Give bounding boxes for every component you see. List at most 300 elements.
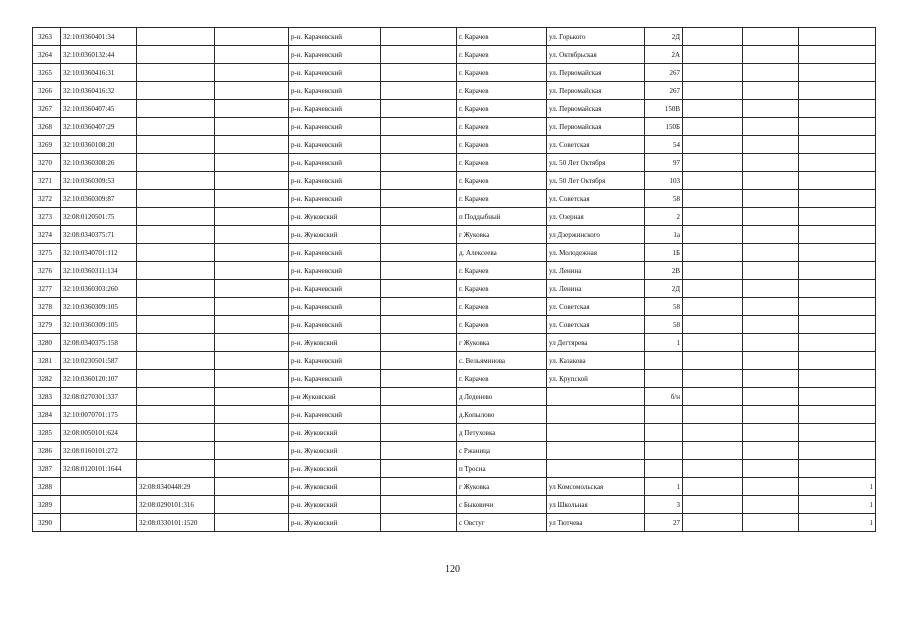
cadastral-number-alt: 32:08:0290101:316 <box>137 496 215 514</box>
street: ул Школьная <box>547 496 645 514</box>
table-row <box>33 280 876 298</box>
empty-cell-2 <box>381 28 457 46</box>
locality: п Тросна <box>457 460 547 478</box>
count <box>799 190 876 208</box>
count <box>799 262 876 280</box>
empty-cell <box>215 388 289 406</box>
empty-cell-2 <box>381 82 457 100</box>
locality: г. Карачев <box>457 28 547 46</box>
count: 1 <box>799 478 876 496</box>
empty-cell-4 <box>743 478 799 496</box>
empty-cell-2 <box>381 370 457 388</box>
table-row <box>33 46 876 64</box>
empty-cell-4 <box>743 316 799 334</box>
empty-cell-4 <box>743 28 799 46</box>
street: ул. Октябрьская <box>547 46 645 64</box>
empty-cell-2 <box>381 262 457 280</box>
row-number: 3283 <box>33 388 61 406</box>
table-row <box>33 496 876 514</box>
row-number: 3274 <box>33 226 61 244</box>
locality: д.Копылово <box>457 406 547 424</box>
street: ул. Советская <box>547 316 645 334</box>
empty-cell-4 <box>743 100 799 118</box>
house-number <box>645 406 683 424</box>
district: р-н. Карачевский <box>289 244 381 262</box>
cadastral-number <box>61 514 137 532</box>
cadastral-number: 32:08:0340375:158 <box>61 334 137 352</box>
cadastral-number: 32:10:0360309:53 <box>61 172 137 190</box>
table-row <box>33 370 876 388</box>
empty-cell <box>215 460 289 478</box>
count <box>799 226 876 244</box>
count <box>799 82 876 100</box>
house-number: 1 <box>645 334 683 352</box>
house-number: 58 <box>645 316 683 334</box>
district: р-н. Жуковский <box>289 514 381 532</box>
house-number: 2 <box>645 208 683 226</box>
empty-cell <box>215 244 289 262</box>
empty-cell-3 <box>683 154 743 172</box>
street: ул. Горького <box>547 28 645 46</box>
house-number: 103 <box>645 172 683 190</box>
empty-cell-4 <box>743 370 799 388</box>
house-number <box>645 352 683 370</box>
empty-cell-2 <box>381 352 457 370</box>
row-number: 3286 <box>33 442 61 460</box>
street: ул. Крупской <box>547 370 645 388</box>
cadastral-number-alt <box>137 190 215 208</box>
cadastral-number: 32:10:0230501:587 <box>61 352 137 370</box>
row-number: 3290 <box>33 514 61 532</box>
row-number: 3264 <box>33 46 61 64</box>
district: р-н. Жуковский <box>289 460 381 478</box>
cadastral-number-alt <box>137 298 215 316</box>
locality: г. Карачев <box>457 316 547 334</box>
empty-cell-3 <box>683 226 743 244</box>
cadastral-number-alt: 32:08:0340448:29 <box>137 478 215 496</box>
locality: г. Карачев <box>457 82 547 100</box>
locality: г. Карачев <box>457 190 547 208</box>
count <box>799 154 876 172</box>
empty-cell-3 <box>683 46 743 64</box>
register-table <box>32 27 876 532</box>
empty-cell-2 <box>381 460 457 478</box>
count <box>799 280 876 298</box>
table-row <box>33 64 876 82</box>
empty-cell <box>215 64 289 82</box>
empty-cell-2 <box>381 154 457 172</box>
house-number <box>645 442 683 460</box>
empty-cell-4 <box>743 280 799 298</box>
empty-cell-4 <box>743 496 799 514</box>
street: ул Тютчева <box>547 514 645 532</box>
empty-cell-2 <box>381 334 457 352</box>
row-number: 3284 <box>33 406 61 424</box>
district: р-н. Жуковский <box>289 226 381 244</box>
empty-cell-3 <box>683 478 743 496</box>
count <box>799 316 876 334</box>
empty-cell-3 <box>683 118 743 136</box>
cadastral-number: 32:10:0360407:45 <box>61 100 137 118</box>
empty-cell <box>215 82 289 100</box>
table-row <box>33 82 876 100</box>
table-row <box>33 460 876 478</box>
count <box>799 46 876 64</box>
cadastral-number-alt <box>137 46 215 64</box>
row-number: 3289 <box>33 496 61 514</box>
empty-cell-2 <box>381 208 457 226</box>
empty-cell-3 <box>683 172 743 190</box>
empty-cell-2 <box>381 298 457 316</box>
empty-cell-3 <box>683 28 743 46</box>
empty-cell <box>215 226 289 244</box>
district: р-н. Карачевский <box>289 172 381 190</box>
street: ул. Ленина <box>547 280 645 298</box>
street: ул. Ленина <box>547 262 645 280</box>
table-row <box>33 154 876 172</box>
empty-cell-3 <box>683 280 743 298</box>
empty-cell <box>215 298 289 316</box>
empty-cell-4 <box>743 514 799 532</box>
empty-cell <box>215 424 289 442</box>
locality: г. Карачев <box>457 280 547 298</box>
row-number: 3269 <box>33 136 61 154</box>
house-number: 267 <box>645 82 683 100</box>
empty-cell-3 <box>683 460 743 478</box>
street: ул Комсомольская <box>547 478 645 496</box>
row-number: 3275 <box>33 244 61 262</box>
empty-cell-2 <box>381 244 457 262</box>
district: р-н. Карачевский <box>289 136 381 154</box>
row-number: 3281 <box>33 352 61 370</box>
cadastral-number-alt <box>137 334 215 352</box>
district: р-н. Карачевский <box>289 64 381 82</box>
locality: г. Карачев <box>457 118 547 136</box>
empty-cell-2 <box>381 316 457 334</box>
cadastral-number-alt <box>137 226 215 244</box>
empty-cell-2 <box>381 64 457 82</box>
table-row <box>33 442 876 460</box>
cadastral-number: 32:10:0360407:29 <box>61 118 137 136</box>
empty-cell-4 <box>743 442 799 460</box>
district: р-н. Карачевский <box>289 190 381 208</box>
count <box>799 100 876 118</box>
count <box>799 424 876 442</box>
district: р-н. Карачевский <box>289 154 381 172</box>
empty-cell-2 <box>381 496 457 514</box>
empty-cell-4 <box>743 388 799 406</box>
cadastral-number-alt <box>137 460 215 478</box>
count <box>799 298 876 316</box>
table-row <box>33 118 876 136</box>
row-number: 3282 <box>33 370 61 388</box>
locality: г. Карачев <box>457 100 547 118</box>
empty-cell-4 <box>743 334 799 352</box>
count <box>799 334 876 352</box>
count <box>799 370 876 388</box>
cadastral-number-alt <box>137 154 215 172</box>
empty-cell <box>215 478 289 496</box>
cadastral-number: 32:08:0120501:75 <box>61 208 137 226</box>
locality: г. Карачев <box>457 172 547 190</box>
house-number: б/н <box>645 388 683 406</box>
locality: д Леденево <box>457 388 547 406</box>
cadastral-number-alt <box>137 100 215 118</box>
cadastral-number: 32:08:0160101:272 <box>61 442 137 460</box>
empty-cell-2 <box>381 514 457 532</box>
street: ул. Советская <box>547 190 645 208</box>
cadastral-number: 32:10:0360132:44 <box>61 46 137 64</box>
house-number: 3 <box>645 496 683 514</box>
cadastral-number: 32:10:0360303:260 <box>61 280 137 298</box>
count <box>799 28 876 46</box>
empty-cell-3 <box>683 424 743 442</box>
empty-cell <box>215 154 289 172</box>
cadastral-number-alt <box>137 352 215 370</box>
cadastral-number-alt <box>137 64 215 82</box>
cadastral-number: 32:08:0340375:71 <box>61 226 137 244</box>
cadastral-number: 32:10:0360311:134 <box>61 262 137 280</box>
count <box>799 64 876 82</box>
street: ул. 50 Лет Октября <box>547 172 645 190</box>
district: р-н. Карачевский <box>289 46 381 64</box>
table-row <box>33 226 876 244</box>
empty-cell <box>215 118 289 136</box>
house-number: 27 <box>645 514 683 532</box>
cadastral-number-alt <box>137 388 215 406</box>
district: р-н. Жуковский <box>289 424 381 442</box>
empty-cell-4 <box>743 406 799 424</box>
empty-cell-4 <box>743 424 799 442</box>
district: р-н. Карачевский <box>289 100 381 118</box>
locality: д Петуховка <box>457 424 547 442</box>
cadastral-number: 32:10:0360309:105 <box>61 316 137 334</box>
table-row <box>33 100 876 118</box>
cadastral-number-alt <box>137 406 215 424</box>
street: ул Дзержинского <box>547 226 645 244</box>
house-number: 58 <box>645 298 683 316</box>
table-row <box>33 424 876 442</box>
count <box>799 352 876 370</box>
empty-cell-2 <box>381 172 457 190</box>
locality: г Жуковка <box>457 334 547 352</box>
row-number: 3263 <box>33 28 61 46</box>
empty-cell-2 <box>381 280 457 298</box>
empty-cell-4 <box>743 82 799 100</box>
street: ул. Казакова <box>547 352 645 370</box>
count <box>799 406 876 424</box>
house-number: 267 <box>645 64 683 82</box>
street <box>547 460 645 478</box>
house-number <box>645 424 683 442</box>
street: ул. Советская <box>547 136 645 154</box>
house-number: 1 <box>645 478 683 496</box>
street: ул. 50 Лет Октября <box>547 154 645 172</box>
table-row <box>33 514 876 532</box>
cadastral-number-alt <box>137 424 215 442</box>
empty-cell <box>215 334 289 352</box>
district: р-н. Карачевский <box>289 262 381 280</box>
district: р-н. Жуковский <box>289 442 381 460</box>
empty-cell <box>215 406 289 424</box>
row-number: 3287 <box>33 460 61 478</box>
empty-cell-3 <box>683 496 743 514</box>
street: ул. Озерная <box>547 208 645 226</box>
empty-cell-2 <box>381 100 457 118</box>
empty-cell <box>215 46 289 64</box>
locality: с Овстуг <box>457 514 547 532</box>
locality: с Быковичи <box>457 496 547 514</box>
empty-cell-3 <box>683 136 743 154</box>
house-number: 1а <box>645 226 683 244</box>
empty-cell-4 <box>743 136 799 154</box>
empty-cell-3 <box>683 316 743 334</box>
locality: с. Вельяминова <box>457 352 547 370</box>
count: 1 <box>799 514 876 532</box>
empty-cell <box>215 136 289 154</box>
row-number: 3279 <box>33 316 61 334</box>
empty-cell-2 <box>381 46 457 64</box>
row-number: 3270 <box>33 154 61 172</box>
empty-cell-3 <box>683 208 743 226</box>
empty-cell-3 <box>683 406 743 424</box>
locality: г. Карачев <box>457 370 547 388</box>
house-number: 97 <box>645 154 683 172</box>
street <box>547 388 645 406</box>
cadastral-number-alt <box>137 262 215 280</box>
empty-cell <box>215 316 289 334</box>
district: р-н. Карачевский <box>289 280 381 298</box>
house-number <box>645 460 683 478</box>
empty-cell-4 <box>743 460 799 478</box>
table-row <box>33 406 876 424</box>
house-number: 2Д <box>645 28 683 46</box>
cadastral-number <box>61 478 137 496</box>
empty-cell <box>215 208 289 226</box>
house-number: 150В <box>645 100 683 118</box>
table-row <box>33 244 876 262</box>
row-number: 3267 <box>33 100 61 118</box>
table-body <box>33 28 876 532</box>
cadastral-number-alt <box>137 118 215 136</box>
count <box>799 208 876 226</box>
district: р-н. Карачевский <box>289 370 381 388</box>
empty-cell <box>215 262 289 280</box>
empty-cell-4 <box>743 154 799 172</box>
cadastral-number-alt <box>137 82 215 100</box>
empty-cell-3 <box>683 298 743 316</box>
district: р-н. Карачевский <box>289 82 381 100</box>
row-number: 3280 <box>33 334 61 352</box>
district: р-н Жуковский <box>289 388 381 406</box>
empty-cell-2 <box>381 388 457 406</box>
cadastral-number-alt <box>137 244 215 262</box>
district: р-н. Карачевский <box>289 316 381 334</box>
empty-cell-3 <box>683 334 743 352</box>
empty-cell-2 <box>381 136 457 154</box>
empty-cell-4 <box>743 118 799 136</box>
count <box>799 136 876 154</box>
table-row <box>33 136 876 154</box>
empty-cell-3 <box>683 64 743 82</box>
empty-cell-4 <box>743 190 799 208</box>
cadastral-number-alt <box>137 136 215 154</box>
table-row <box>33 478 876 496</box>
district: р-н. Жуковский <box>289 496 381 514</box>
empty-cell-2 <box>381 424 457 442</box>
cadastral-number: 32:10:0360401:34 <box>61 28 137 46</box>
row-number: 3288 <box>33 478 61 496</box>
empty-cell-2 <box>381 118 457 136</box>
district: р-н. Карачевский <box>289 352 381 370</box>
table-row <box>33 208 876 226</box>
street <box>547 424 645 442</box>
table-row <box>33 388 876 406</box>
empty-cell-4 <box>743 262 799 280</box>
locality: г. Карачев <box>457 46 547 64</box>
empty-cell-4 <box>743 244 799 262</box>
house-number: 1Б <box>645 244 683 262</box>
count <box>799 172 876 190</box>
cadastral-number: 32:10:0360309:87 <box>61 190 137 208</box>
house-number: 150Б <box>645 118 683 136</box>
table-row <box>33 352 876 370</box>
cadastral-number-alt <box>137 208 215 226</box>
empty-cell-2 <box>381 406 457 424</box>
empty-cell-4 <box>743 208 799 226</box>
empty-cell-4 <box>743 352 799 370</box>
row-number: 3277 <box>33 280 61 298</box>
district: р-н. Карачевский <box>289 298 381 316</box>
empty-cell-2 <box>381 190 457 208</box>
table-row <box>33 262 876 280</box>
empty-cell <box>215 172 289 190</box>
cadastral-number: 32:08:0050101:624 <box>61 424 137 442</box>
cadastral-number: 32:10:0360108:20 <box>61 136 137 154</box>
empty-cell-4 <box>743 226 799 244</box>
house-number <box>645 370 683 388</box>
empty-cell-2 <box>381 226 457 244</box>
table-row <box>33 334 876 352</box>
empty-cell-2 <box>381 442 457 460</box>
empty-cell <box>215 280 289 298</box>
cadastral-number: 32:10:0360309:105 <box>61 298 137 316</box>
empty-cell-3 <box>683 370 743 388</box>
empty-cell <box>215 370 289 388</box>
locality: г Жуковка <box>457 478 547 496</box>
locality: с Ржаница <box>457 442 547 460</box>
empty-cell <box>215 514 289 532</box>
cadastral-number: 32:10:0360120:107 <box>61 370 137 388</box>
street: ул Дегтярева <box>547 334 645 352</box>
cadastral-number: 32:10:0360416:32 <box>61 82 137 100</box>
district: р-н. Жуковский <box>289 334 381 352</box>
locality: г. Карачев <box>457 262 547 280</box>
cadastral-number <box>61 496 137 514</box>
street: ул. Молодежная <box>547 244 645 262</box>
street: ул. Первомайская <box>547 100 645 118</box>
empty-cell <box>215 352 289 370</box>
count <box>799 118 876 136</box>
street: ул. Первомайская <box>547 64 645 82</box>
empty-cell <box>215 442 289 460</box>
page-number: 120 <box>445 564 460 575</box>
table-row <box>33 316 876 334</box>
cadastral-number: 32:08:0120101:1644 <box>61 460 137 478</box>
empty-cell <box>215 190 289 208</box>
district: р-н. Жуковский <box>289 208 381 226</box>
cadastral-number: 32:10:0360416:31 <box>61 64 137 82</box>
